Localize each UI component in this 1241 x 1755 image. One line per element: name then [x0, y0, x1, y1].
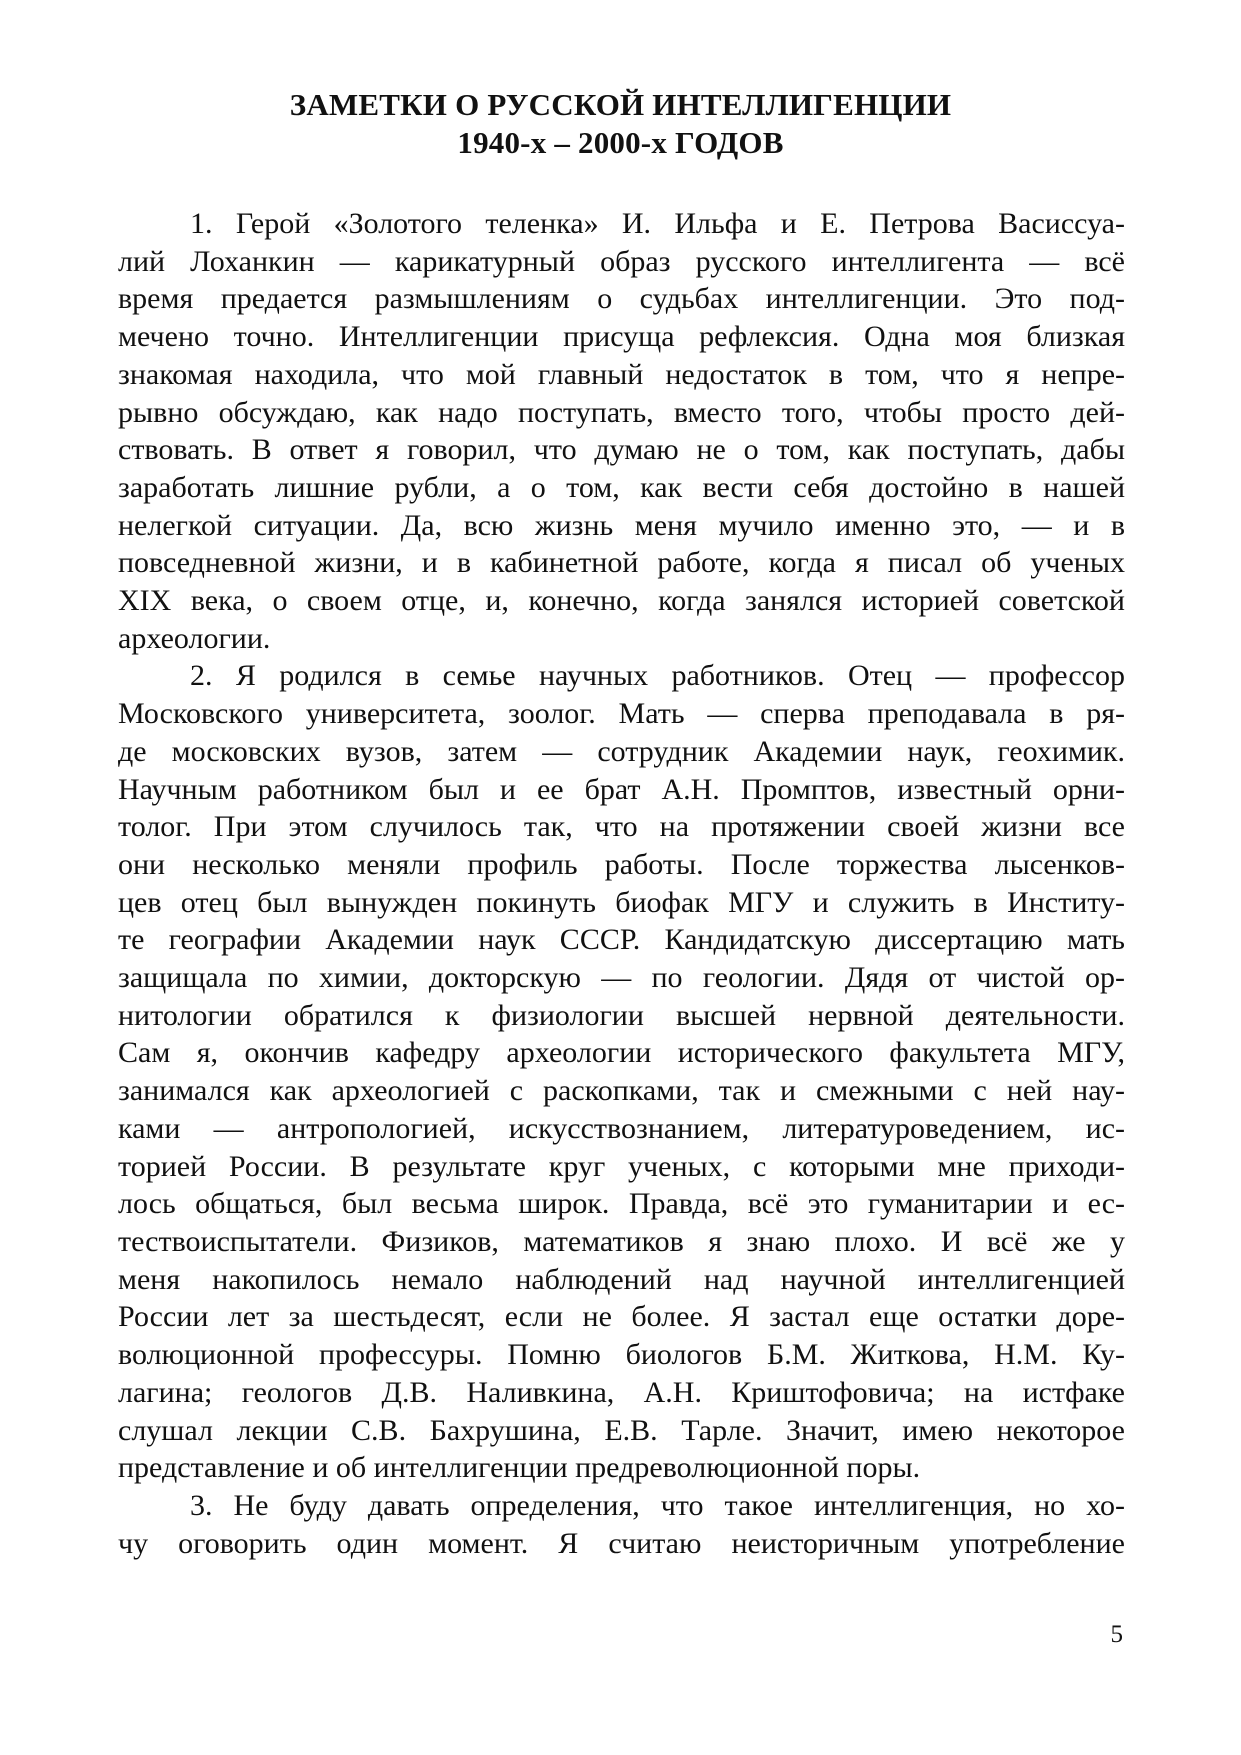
paragraph-1 — [118, 205, 1125, 657]
text-line: нитологии обратился к физиологии высшей нервной деятельности. — [118, 998, 1125, 1032]
page-title — [0, 86, 1241, 162]
text-line: де московских вузов, затем — сотрудник Академии наук, геохимик. — [118, 734, 1125, 768]
text-line: цев отец был вынужден покинуть биофак МГУ и служить в Институ- — [118, 885, 1125, 919]
text-line: 1. Герой «Золотого теленка» И. Ильфа и Е. Петрова Васиссуа- — [190, 207, 1125, 240]
text-line: 2. Я родился в семье научных работников. Отец — профессор — [190, 659, 1125, 693]
text-line: археологии. — [118, 621, 271, 655]
body-text — [118, 205, 1125, 1562]
page-number: 5 — [1110, 1621, 1123, 1648]
text-line: знакомая находила, что мой главный недостаток в том, что я непре- — [118, 357, 1125, 391]
text-line: ками — антропологией, искусствознанием, литературоведением, ис- — [118, 1111, 1125, 1145]
text-line: лагина; геологов Д.В. Наливкина, А.Н. Криштофовича; на истфаке — [118, 1375, 1125, 1409]
text-line: повседневной жизни, и в кабинетной работе, когда я писал об ученых — [118, 546, 1125, 580]
text-line: лось общаться, был весьма широк. Правда, всё это гуманитарии и ес- — [118, 1187, 1125, 1221]
text-line: толог. При этом случилось так, что на протяжении своей жизни все — [118, 810, 1125, 844]
text-line: торией России. В результате круг ученых, с которыми мне приходи- — [118, 1149, 1125, 1183]
paragraph-3 — [118, 1487, 1125, 1562]
text-line: мечено точно. Интеллигенции присуща рефлексия. Одна моя близкая — [118, 320, 1125, 354]
text-line: представление и об интеллигенции предреволюционной поры. — [118, 1451, 921, 1485]
text-line: они несколько меняли профиль работы. После торжества лысенков- — [118, 847, 1125, 881]
text-line: лий Лоханкин — карикатурный образ русского интеллигента — всё — [118, 244, 1125, 278]
title-line-1: ЗАМЕТКИ О РУССКОЙ ИНТЕЛЛИГЕНЦИИ — [289, 87, 952, 122]
text-line: XIX века, о своем отце, и, конечно, когда занялся историей советской — [118, 584, 1125, 618]
text-line: занимался как археологией с раскопками, так и смежными с ней нау- — [118, 1074, 1125, 1108]
text-line: 3. Не буду давать определения, что такое интеллигенция, но хо- — [190, 1488, 1125, 1522]
text-line: волюционной профессуры. Помню биологов Б.М. Житкова, Н.М. Ку- — [118, 1338, 1125, 1372]
text-line: тествоиспытатели. Физиков, математиков я знаю плохо. И всё же у — [118, 1224, 1125, 1258]
text-line: Научным работником был и ее брат А.Н. Промптов, известный орни- — [118, 772, 1125, 806]
text-line: России лет за шестьдесят, если не более. Я застал еще остатки доре- — [118, 1300, 1125, 1334]
text-line: ствовать. В ответ я говорил, что думаю не о том, как поступать, дабы — [118, 433, 1125, 467]
text-line: Сам я, окончив кафедру археологии исторического факультета МГУ, — [118, 1036, 1125, 1070]
text-line: чу оговорить один момент. Я считаю неисторичным употребление — [118, 1526, 1125, 1560]
text-line: слушал лекции С.В. Бахрушина, Е.В. Тарле. Значит, имею некоторое — [118, 1413, 1125, 1447]
text-line: рывно обсуждаю, как надо поступать, вместо того, чтобы просто дей- — [118, 395, 1125, 429]
text-line: заработать лишние рубли, а о том, как вести себя достойно в нашей — [118, 470, 1125, 504]
text-line: те географии Академии наук СССР. Кандидатскую диссертацию мать — [118, 923, 1125, 957]
text-line: Московского университета, зоолог. Мать — сперва преподавала в ря- — [118, 697, 1125, 731]
paragraph-2 — [118, 657, 1125, 1486]
text-line: меня накопилось немало наблюдений над научной интеллигенцией — [118, 1262, 1125, 1296]
text-line: нелегкой ситуации. Да, всю жизнь меня мучило именно это, — и в — [118, 508, 1125, 542]
text-line: время предается размышлениям о судьбах интеллигенции. Это под- — [118, 282, 1125, 316]
title-line-2: 1940-х – 2000-х ГОДОВ — [457, 125, 784, 160]
text-line: защищала по химии, докторскую — по геологии. Дядя от чистой ор- — [118, 961, 1125, 995]
